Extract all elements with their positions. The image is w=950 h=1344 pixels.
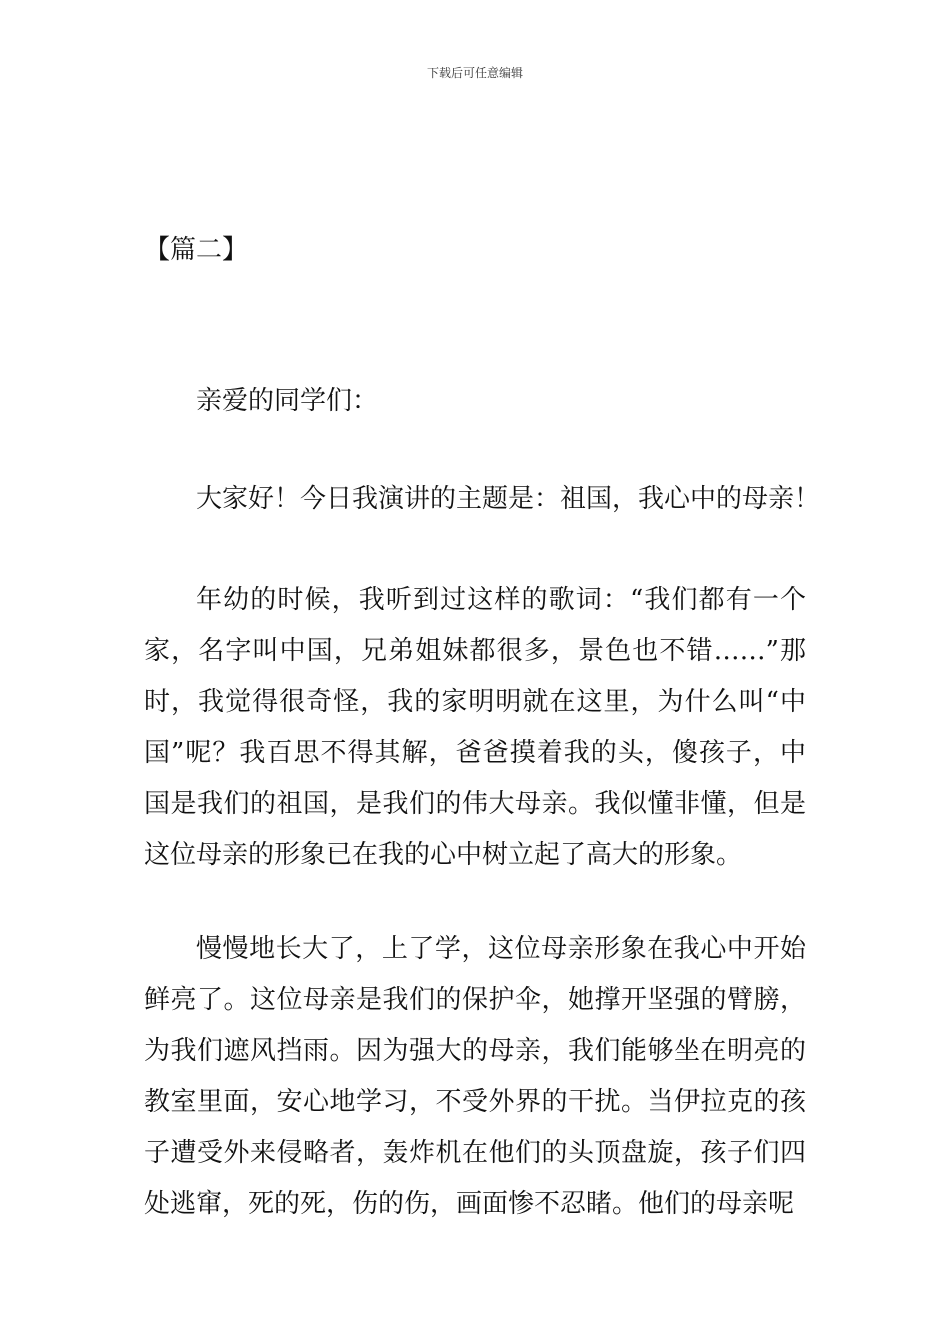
body-paragraph: 年幼的时候，我听到过这样的歌词：“我们都有一个家，名字叫中国，兄弟姐妹都很多，景色也不错……”那时，我觉得很奇怪，我的家明明就在这里，为什么叫“中国”呢？我百思不得其解，爸爸摸着我的头，傻孩子，中国是我们的祖国，是我们的伟大母亲。我似懂非懂，但是这位母亲的形象已在我的心中树立起了高大的形象。 bbox=[144, 585, 806, 870]
greeting-paragraph: 大家好！今日我演讲的主题是：祖国，我心中的母亲！ bbox=[196, 484, 821, 514]
body-paragraph: 慢慢地长大了，上了学，这位母亲形象在我心中开始鲜亮了。这位母亲是我们的保护伞，她撑开坚强的臂膀，为我们遮风挡雨。因为强大的母亲，我们能够坐在明亮的教室里面，安心地学习，不受外界的干扰。当伊拉克的孩子遭受外来侵略者，轰炸机在他们的头顶盘旋，孩子们四处逃窜，死的死，伤的伤，画面惨不忍睹。他们的母亲呢 bbox=[144, 934, 806, 1219]
salutation-paragraph: 亲爱的同学们： bbox=[196, 386, 379, 416]
page-header: 下载后可任意编辑 bbox=[426, 66, 523, 80]
section-title: 【篇二】 bbox=[144, 235, 249, 265]
